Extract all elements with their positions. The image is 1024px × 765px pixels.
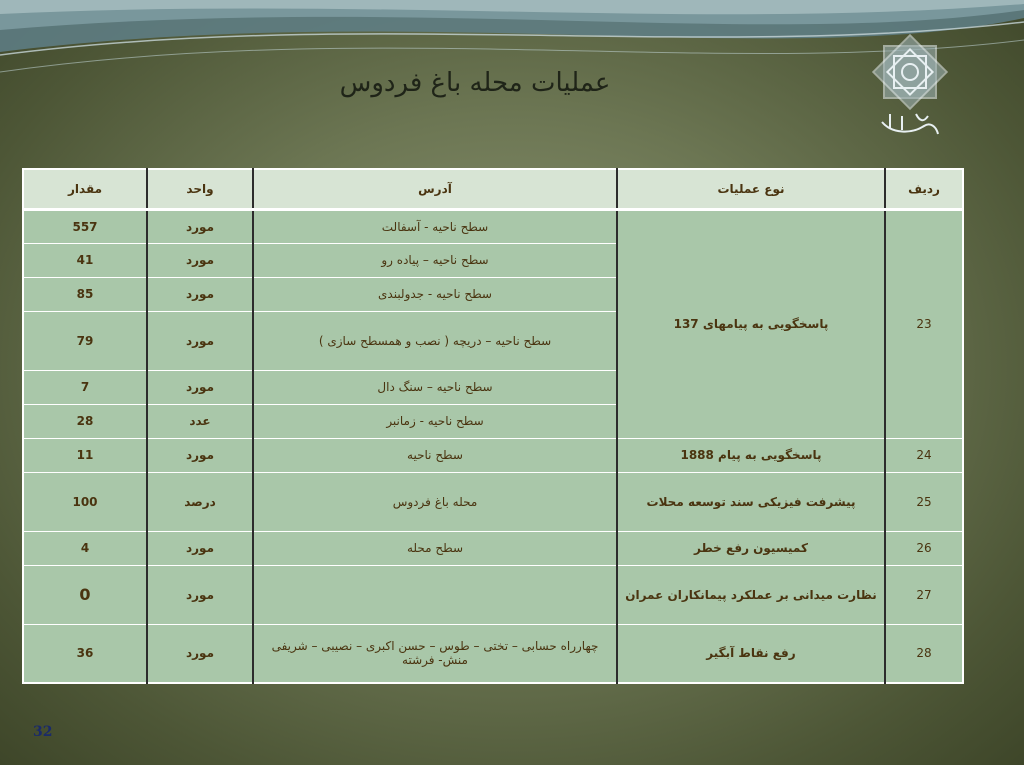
amount-cell: 11	[23, 438, 147, 472]
unit-cell: مورد	[147, 531, 253, 565]
unit-cell: عدد	[147, 404, 253, 438]
amount-cell: 36	[23, 624, 147, 683]
operation-type-cell: نظارت میدانی بر عملکرد پیمانکاران عمران	[617, 565, 885, 624]
address-cell: سطح ناحیه	[253, 438, 617, 472]
amount-cell: 41	[23, 243, 147, 277]
unit-cell: درصد	[147, 472, 253, 531]
header-unit: واحد	[147, 169, 253, 209]
address-cell: چهارراه حسابی – تختی – طوس – حسن اکبری – نصیبی – شریفی منش- فرشته	[253, 624, 617, 683]
row-number-cell: 26	[885, 531, 963, 565]
address-cell: سطح ناحیه - آسفالت	[253, 209, 617, 243]
header-operation-type: نوع عملیات	[617, 169, 885, 209]
address-cell: سطح ناحیه - جدولبندی	[253, 277, 617, 311]
address-cell: سطح ناحیه - زمانبر	[253, 404, 617, 438]
slide-title: عملیات محله باغ فردوس	[339, 68, 611, 98]
operation-type-cell: کمیسیون رفع خطر	[617, 531, 885, 565]
unit-cell: مورد	[147, 243, 253, 277]
operation-type-cell: پیشرفت فیزیکی سند توسعه محلات	[617, 472, 885, 531]
header-amount: مقدار	[23, 169, 147, 209]
unit-cell: مورد	[147, 438, 253, 472]
address-cell: محله باغ فردوس	[253, 472, 617, 531]
unit-cell: مورد	[147, 565, 253, 624]
row-number-cell: 28	[885, 624, 963, 683]
amount-cell: 28	[23, 404, 147, 438]
table-row	[23, 624, 963, 683]
unit-cell: مورد	[147, 311, 253, 370]
table-row	[23, 531, 963, 565]
unit-cell: مورد	[147, 209, 253, 243]
operation-type-cell: پاسخگویی به پیام 1888	[617, 438, 885, 472]
amount-cell: 7	[23, 370, 147, 404]
operation-type-cell: رفع نقاط آبگیر	[617, 624, 885, 683]
header-address: آدرس	[253, 169, 617, 209]
table-row	[23, 209, 963, 243]
address-cell: سطح ناحیه – سنگ دال	[253, 370, 617, 404]
header-row-number: ردیف	[885, 169, 963, 209]
amount-cell: 557	[23, 209, 147, 243]
amount-cell: 79	[23, 311, 147, 370]
table-header-row	[23, 169, 963, 209]
amount-cell: 85	[23, 277, 147, 311]
amount-cell: 100	[23, 472, 147, 531]
unit-cell: مورد	[147, 277, 253, 311]
unit-cell: مورد	[147, 370, 253, 404]
address-cell: سطح ناحیه – دریچه ( نصب و همسطح سازی )	[253, 311, 617, 370]
address-cell	[253, 565, 617, 624]
amount-cell: 4	[23, 531, 147, 565]
tehran-municipality-logo	[872, 30, 948, 146]
table-row	[23, 438, 963, 472]
row-number-cell: 24	[885, 438, 963, 472]
table-row	[23, 472, 963, 531]
amount-cell: 0	[23, 565, 147, 624]
unit-cell: مورد	[147, 624, 253, 683]
address-cell: سطح ناحیه – پیاده رو	[253, 243, 617, 277]
address-cell: سطح محله	[253, 531, 617, 565]
row-number-cell: 25	[885, 472, 963, 531]
row-number-cell: 27	[885, 565, 963, 624]
table-row	[23, 565, 963, 624]
row-number-cell: 23	[885, 209, 963, 438]
page-number: 32	[33, 724, 53, 740]
operations-table	[22, 168, 964, 684]
operation-type-cell: پاسخگویی به پیامهای 137	[617, 209, 885, 438]
